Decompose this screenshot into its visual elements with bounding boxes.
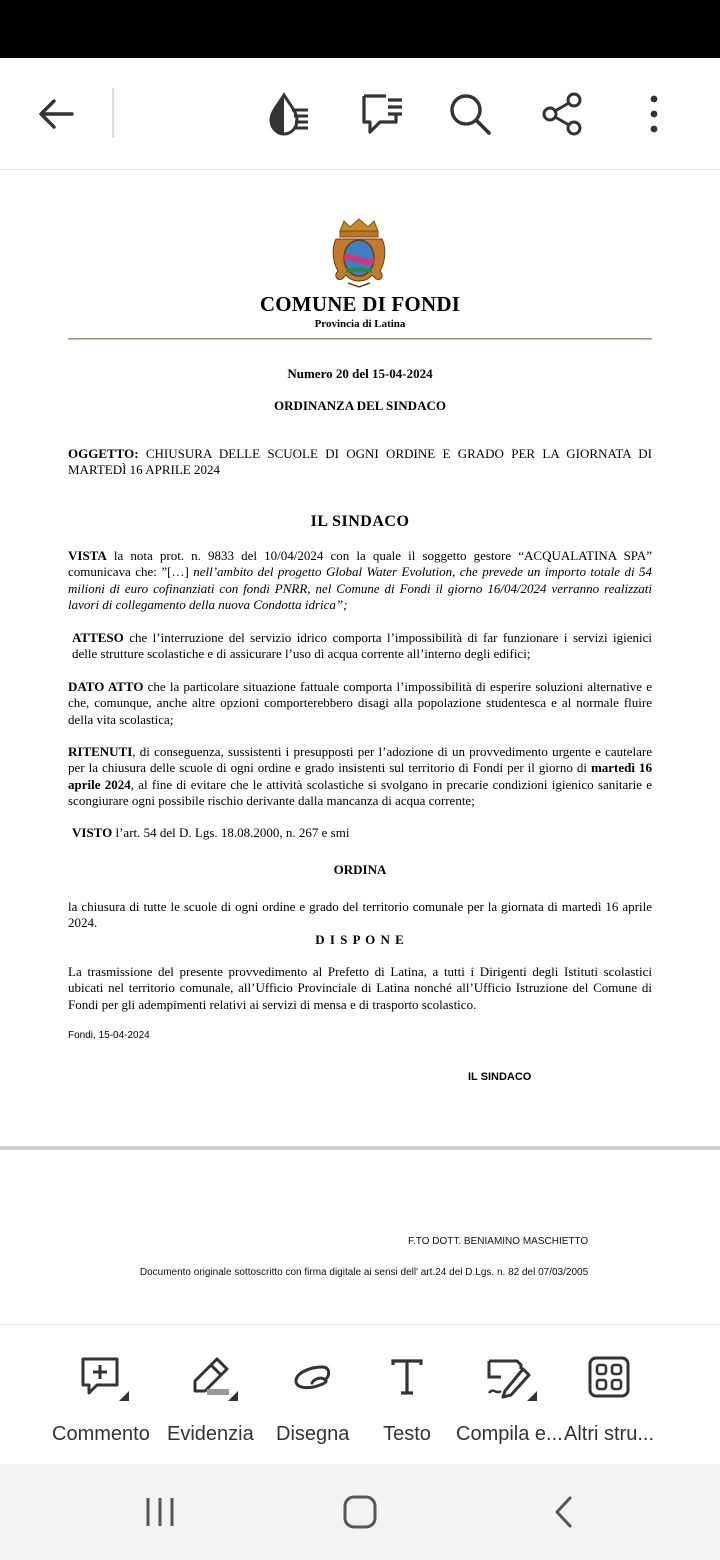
- ritenuti-date: martedì 16 aprile 2024: [68, 760, 652, 792]
- vista-text: la nota prot. n. 9833 del 10/04/2024 con la quale il soggetto gestore “ACQUALATINA SPA” comunicava che: ”[…]: [68, 548, 652, 580]
- il-sindaco-heading: IL SINDACO: [310, 513, 410, 530]
- oggetto-paragraph: [68, 446, 652, 479]
- system-back-button[interactable]: [534, 1488, 594, 1536]
- provincia-subtitle: Provincia di Latina: [314, 318, 406, 330]
- bottom-toolbar: [0, 1324, 720, 1464]
- submenu-indicator-icon: [527, 1391, 537, 1401]
- tool-comment[interactable]: [52, 1351, 150, 1451]
- tool-draw[interactable]: [276, 1351, 349, 1451]
- ritenuti-text-2: , al fine di evitare che le attività scolastiche si svolgano in precarie condizioni igienico sanitarie e scongiurare ogni possibile rischio derivante dalla mancanza di acqua corrente;: [68, 776, 652, 809]
- signatory-name: F.TO DOTT. BENIAMINO MASCHIETTO: [408, 1236, 589, 1247]
- home-icon: [342, 1494, 378, 1530]
- search-icon: [446, 90, 494, 138]
- tool-comment-label: Commento: [52, 1423, 150, 1445]
- status-bar: [0, 0, 720, 58]
- vista-quote: nell’ambito del progetto Global Water Evolution, che prevede un importo totale di 54 milioni di euro cofinanziati con fondi PNRR, nel Comune di Fondi il giorno 16/04/2024 verranno realizzati lavori di collegamento della nuova Condotta idrica”;: [68, 564, 653, 613]
- more-tools-icon: [587, 1355, 631, 1399]
- dato-atto-paragraph: [68, 679, 652, 728]
- fill-sign-icon: [485, 1355, 533, 1399]
- comment-add-icon: [79, 1355, 123, 1399]
- comments-list-button[interactable]: [352, 86, 408, 142]
- liquid-mode-button[interactable]: [260, 86, 316, 142]
- signature-label: IL SINDACO: [468, 1071, 532, 1083]
- liquid-mode-icon: [264, 90, 312, 138]
- tool-more-tools-label: Altri stru...: [564, 1423, 655, 1445]
- recent-apps-button[interactable]: [130, 1488, 190, 1536]
- oggetto-text: CHIUSURA DELLE SCUOLE DI OGNI ORDINE E GRADO PER LA GIORNATA DI MARTEDÌ 16 APRILE 2024: [68, 446, 652, 478]
- dispone-paragraph: La trasmissione del presente provvedimento al Prefetto di Latina, a tutti i Dirigenti degli Istituti scolastici ubicati nel territorio comunale, all’Ufficio Provinciale di Latina nonché all’Ufficio Istruzione del Comune di Fondi per gli adempimenti relativi ai servizi di mensa e di trasporto scolastico.: [68, 964, 652, 1012]
- text-icon: [387, 1357, 427, 1397]
- top-toolbar: [0, 58, 720, 170]
- document-type: ORDINANZA DEL SINDACO: [274, 398, 446, 413]
- share-icon: [538, 90, 586, 138]
- home-button[interactable]: [330, 1488, 390, 1536]
- ritenuti-text-1: , di conseguenza, sussistenti i presupposti per l’adozione di un provvedimento urgente e cautelare per la chiusura delle scuole di ogni ordine e grado insistenti sul territorio di Fondi per il giorno di: [68, 744, 652, 776]
- vista-paragraph: [68, 548, 652, 614]
- document-page-1: [0, 172, 720, 1146]
- document-number: Numero 20 del 15-04-2024: [287, 366, 433, 381]
- arrow-left-icon: [36, 94, 76, 134]
- digital-signature-note: Documento originale sottoscritto con firma digitale ai sensi dell' art.24 del D.Lgs. n. 82 del 07/03/2005: [139, 1267, 589, 1278]
- visto-paragraph: [68, 825, 652, 841]
- tool-fill-sign[interactable]: [456, 1351, 563, 1451]
- tool-highlight[interactable]: [167, 1351, 254, 1451]
- system-navigation-bar: [0, 1464, 720, 1560]
- ordina-heading: ORDINA: [333, 862, 387, 877]
- dispone-heading: D I S P O N E: [315, 932, 405, 947]
- ritenuti-paragraph: [68, 744, 652, 810]
- tool-more-tools[interactable]: [564, 1351, 654, 1451]
- draw-icon: [290, 1357, 336, 1397]
- ordina-paragraph: la chiusura di tutte le scuole di ogni ordine e grado del territorio comunale per la giornata di martedì 16 aprile 2024.: [68, 899, 652, 931]
- atteso-paragraph: [68, 630, 652, 663]
- search-button[interactable]: [442, 86, 498, 142]
- more-options-button[interactable]: [626, 86, 682, 142]
- header-rule: [68, 338, 652, 340]
- comune-title: COMUNE DI FONDI: [259, 292, 461, 316]
- dato-atto-text: che la particolare situazione fattuale comporta l’impossibilità di esperire soluzioni alternative e che, comunque, anche altre opzioni comporterebbero disagi alla popolazione studentesca e al normale fluire della vita scolastica;: [68, 679, 653, 727]
- tool-fill-sign-label: Compila e...: [456, 1423, 563, 1445]
- toolbar-separator: [112, 88, 114, 138]
- back-button[interactable]: [28, 86, 84, 142]
- document-page-2: [0, 1150, 720, 1322]
- tool-text-label: Testo: [383, 1423, 431, 1445]
- share-button[interactable]: [534, 86, 590, 142]
- tool-draw-label: Disegna: [276, 1423, 350, 1445]
- vista-label: VISTA: [68, 548, 107, 563]
- recent-apps-icon: [143, 1495, 177, 1529]
- visto-label: VISTO: [72, 825, 113, 840]
- tool-highlight-label: Evidenzia: [167, 1423, 254, 1445]
- submenu-indicator-icon: [228, 1391, 238, 1401]
- atteso-text: che l’interruzione del servizio idrico comporta l’impossibilità di far funzionare i servizi igienici delle strutture scolastiche e di assicurare l’uso di acqua corrente all’interno degli edifici;: [72, 630, 653, 662]
- back-icon: [549, 1495, 579, 1529]
- highlighter-icon: [187, 1355, 233, 1399]
- oggetto-label: OGGETTO:: [68, 446, 139, 461]
- visto-text: l’art. 54 del D. Lgs. 18.08.2000, n. 267 e smi: [115, 825, 350, 840]
- dato-atto-label: DATO ATTO: [68, 679, 144, 694]
- submenu-indicator-icon: [119, 1391, 129, 1401]
- tool-text[interactable]: [377, 1351, 437, 1451]
- comment-list-icon: [356, 90, 404, 138]
- place-date: Fondi, 15-04-2024: [68, 1030, 150, 1041]
- atteso-label: ATTESO: [72, 630, 124, 645]
- coat-of-arms-icon: [330, 217, 388, 289]
- ritenuti-label: RITENUTI: [68, 744, 133, 759]
- more-vertical-icon: [644, 94, 664, 134]
